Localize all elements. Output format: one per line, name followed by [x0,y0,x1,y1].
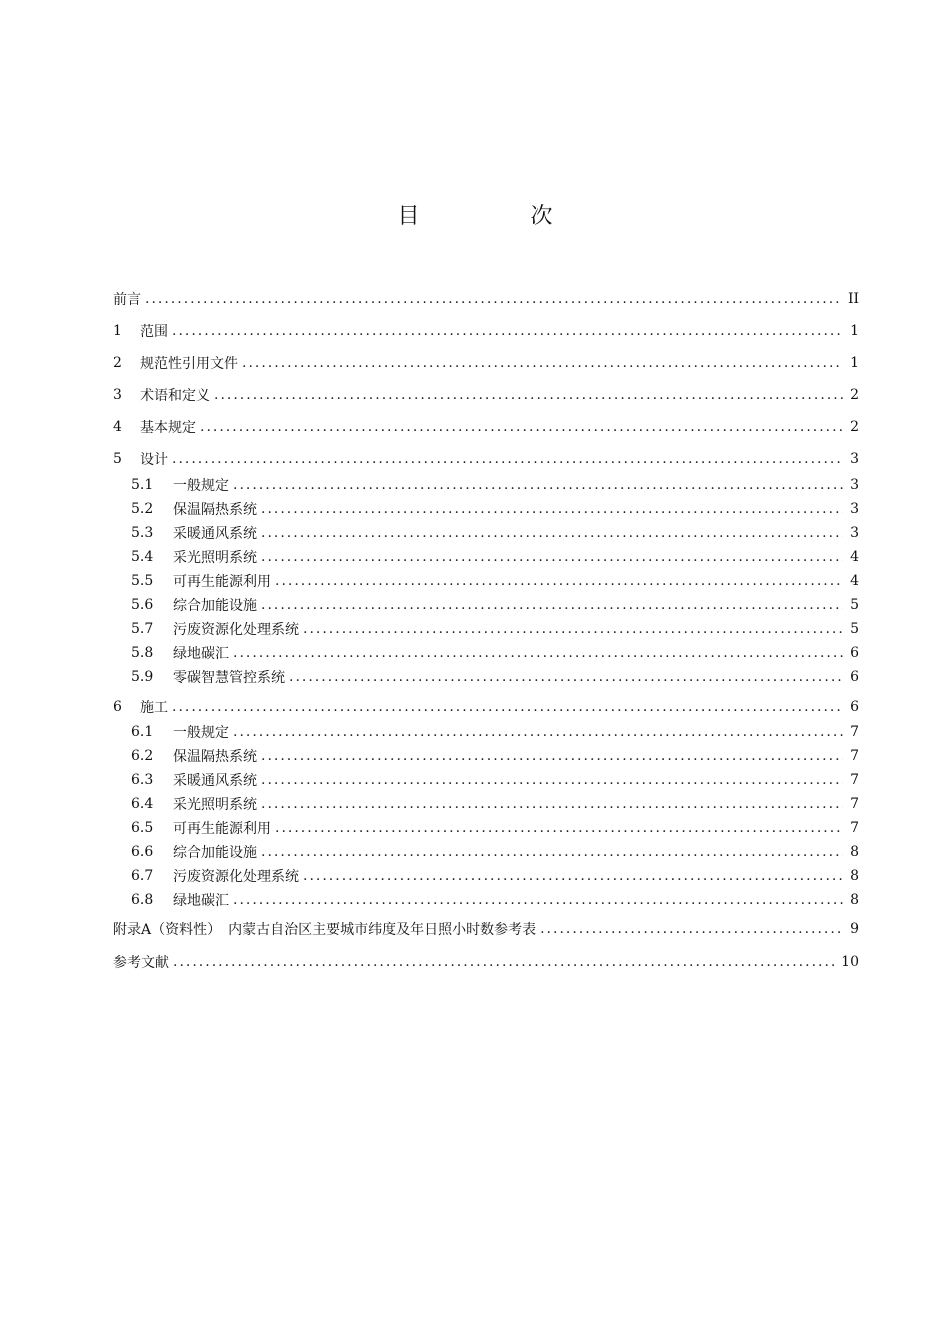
toc-entry-5-9[interactable] [131,666,859,688]
toc-entry-number: 6.8 [131,892,154,908]
toc-leader-dots [540,921,843,937]
toc-entry-label: 基本规定 [140,420,196,436]
toc-leader-dots [303,621,843,637]
toc-entry-6-4[interactable] [131,793,859,815]
toc-entry-6-3[interactable] [131,769,859,791]
toc-entry-page: 3 [850,525,859,541]
toc-entry-number: 6.6 [131,844,154,860]
toc-entry-page: II [847,291,859,307]
toc-entry-5-4[interactable] [131,546,859,568]
toc-leader-dots [200,419,843,435]
toc-entry-label: 采光照明系统 [173,550,257,566]
toc-entry-label: 保温隔热系统 [173,502,257,518]
toc-entry-2[interactable] [113,352,859,374]
toc-leader-dots [172,451,843,467]
toc-entry-label: 污废资源化处理系统 [173,622,299,638]
toc-entry-label: 设计 [140,452,168,468]
page-title: 目 次 [397,204,605,229]
toc-entry-number: 6.7 [131,868,154,884]
toc-entry-6[interactable] [113,696,859,718]
toc-entry-label: 附录A（资料性） 内蒙古自治区主要城市纬度及年日照小时数参考表 [113,922,537,938]
toc-leader-dots [261,501,843,517]
toc-entry-page: 8 [850,868,859,884]
toc-entry-label: 采光照明系统 [173,797,257,813]
toc-entry-label: 术语和定义 [140,388,210,404]
toc-entry-5-3[interactable] [131,522,859,544]
toc-entry-page: 6 [850,669,859,685]
toc-entry-page: 9 [850,921,859,937]
toc-entry-page: 1 [850,323,859,339]
toc-entry-page: 5 [850,597,859,613]
toc-entry-label: 污废资源化处理系统 [173,869,299,885]
toc-entry-number: 1 [113,323,122,339]
toc-entry-page: 7 [850,748,859,764]
toc-entry-page: 7 [850,724,859,740]
toc-entry-number: 6.1 [131,724,154,740]
toc-leader-dots [261,748,843,764]
toc-entry-label: 规范性引用文件 [140,356,238,372]
toc-entry-page: 6 [850,645,859,661]
toc-entry-number: 6.5 [131,820,154,836]
toc-entry-number: 6.4 [131,796,154,812]
toc-entry-label: 参考文献 [113,955,169,971]
toc-entry-page: 7 [850,772,859,788]
toc-entry-references[interactable] [113,951,859,973]
toc-entry-number: 5.3 [131,525,154,541]
toc-leader-dots [214,387,843,403]
toc-entry-foreword[interactable] [113,288,859,310]
toc-entry-label: 前言 [113,292,141,308]
toc-entry-page: 3 [850,451,859,467]
toc-entry-5-8[interactable] [131,642,859,664]
toc-leader-dots [261,597,843,613]
toc-entry-page: 4 [850,573,859,589]
toc-entry-number: 6.2 [131,748,154,764]
toc-entry-6-7[interactable] [131,865,859,887]
toc-entry-number: 4 [113,419,122,435]
toc-leader-dots [233,477,843,493]
toc-entry-4[interactable] [113,416,859,438]
toc-entry-page: 5 [850,621,859,637]
toc-leader-dots [173,954,835,970]
toc-entry-label: 一般规定 [173,478,229,494]
toc-entry-5-7[interactable] [131,618,859,640]
toc-entry-6-2[interactable] [131,745,859,767]
toc-leader-dots [275,573,843,589]
toc-leader-dots [289,669,843,685]
toc-entry-label: 综合加能设施 [173,845,257,861]
toc-entry-page: 8 [850,844,859,860]
toc-entry-page: 3 [850,477,859,493]
toc-entry-label: 采暖通风系统 [173,526,257,542]
toc-leader-dots [261,796,843,812]
toc-entry-number: 5.8 [131,645,154,661]
toc-entry-number: 5.1 [131,477,154,493]
toc-leader-dots [145,291,842,307]
toc-entry-label: 零碳智慧管控系统 [173,670,285,686]
toc-entry-page: 4 [850,549,859,565]
toc-entry-number: 5.2 [131,501,154,517]
toc-leader-dots [261,549,843,565]
toc-entry-number: 5.4 [131,549,154,565]
toc-entry-number: 6 [113,699,122,715]
toc-entry-number: 5.5 [131,573,154,589]
toc-entry-label: 采暖通风系统 [173,773,257,789]
toc-leader-dots [233,645,843,661]
toc-entry-page: 2 [850,387,859,403]
toc-leader-dots [261,844,843,860]
toc-entry-number: 5.9 [131,669,154,685]
toc-entry-label: 可再生能源利用 [173,821,271,837]
toc-leader-dots [261,525,843,541]
toc-entry-1[interactable] [113,320,859,342]
toc-entry-number: 5 [113,451,122,467]
toc-entry-label: 保温隔热系统 [173,749,257,765]
toc-entry-page: 7 [850,820,859,836]
toc-entry-number: 2 [113,355,122,371]
toc-entry-page: 2 [850,419,859,435]
toc-entry-6-1[interactable] [131,721,859,743]
toc-leader-dots [242,355,843,371]
toc-entry-page: 10 [841,954,859,970]
toc-leader-dots [233,724,843,740]
toc-leader-dots [172,323,843,339]
toc-entry-page: 1 [850,355,859,371]
toc-entry-label: 综合加能设施 [173,598,257,614]
toc-entry-page: 3 [850,501,859,517]
toc-leader-dots [261,772,843,788]
toc-entry-label: 可再生能源利用 [173,574,271,590]
toc-entry-label: 一般规定 [173,725,229,741]
toc-entry-label: 绿地碳汇 [173,893,229,909]
toc-leader-dots [233,892,843,908]
toc-entry-6-5[interactable] [131,817,859,839]
toc-entry-page: 7 [850,796,859,812]
toc-entry-number: 3 [113,387,122,403]
toc-entry-appendix-a[interactable] [113,918,859,940]
toc-entry-5-1[interactable] [131,474,859,496]
toc-leader-dots [275,820,843,836]
toc-leader-dots [303,868,843,884]
toc-entry-label: 绿地碳汇 [173,646,229,662]
toc-entry-5[interactable] [113,448,859,470]
toc-entry-6-6[interactable] [131,841,859,863]
toc-entry-label: 范围 [140,324,168,340]
toc-entry-number: 5.7 [131,621,154,637]
toc-entry-5-5[interactable] [131,570,859,592]
toc-entry-number: 6.3 [131,772,154,788]
toc-entry-page: 6 [850,699,859,715]
toc-entry-6-8[interactable] [131,889,859,911]
toc-entry-label: 施工 [140,700,168,716]
toc-entry-5-2[interactable] [131,498,859,520]
toc-entry-3[interactable] [113,384,859,406]
toc-leader-dots [172,699,843,715]
toc-entry-page: 8 [850,892,859,908]
toc-entry-number: 5.6 [131,597,154,613]
toc-entry-5-6[interactable] [131,594,859,616]
